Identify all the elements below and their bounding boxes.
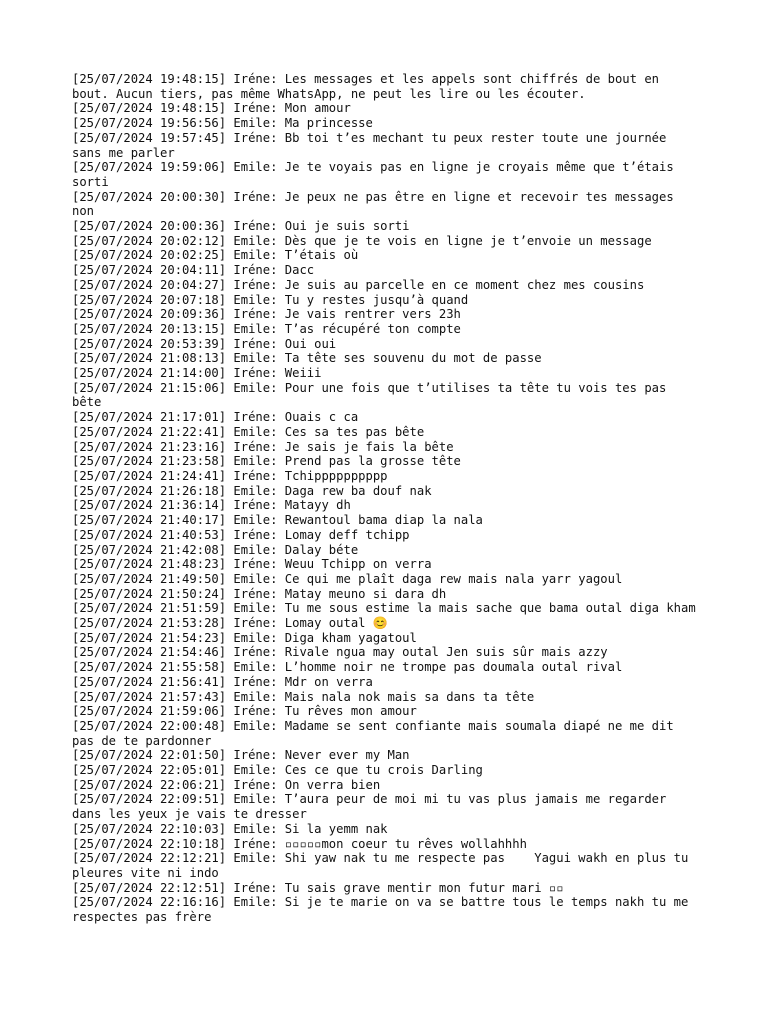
chat-message-line: [25/07/2024 21:40:17] Emile: Rewantoul bama diap la nala xyxy=(72,513,483,528)
chat-message-line: [25/07/2024 20:04:11] Iréne: Dacc xyxy=(72,263,315,278)
chat-message-line: [25/07/2024 20:07:18] Emile: Tu y restes jusqu’à quand xyxy=(72,292,469,307)
chat-message-line: [25/07/2024 20:00:30] Iréne: Je peux ne pas être en ligne et recevoir tes messages non xyxy=(72,189,682,219)
chat-message-line: [25/07/2024 22:12:51] Iréne: Tu sais grave mentir mon futur mari ▫▫ xyxy=(72,880,564,895)
chat-message-line: [25/07/2024 21:08:13] Emile: Ta tête ses souvenu du mot de passe xyxy=(72,351,542,366)
chat-message-line: [25/07/2024 21:15:06] Emile: Pour une fois que t’utilises ta tête tu vois tes pas bête xyxy=(72,380,674,410)
chat-message-line: [25/07/2024 20:04:27] Iréne: Je suis au parcelle en ce moment chez mes cousins xyxy=(72,277,645,292)
chat-message-line: [25/07/2024 20:02:25] Emile: T’étais où xyxy=(72,248,359,263)
chat-message-line: [25/07/2024 19:59:06] Emile: Je te voyais pas en ligne je croyais même que t’étais sorti xyxy=(72,160,682,189)
chat-message-line: [25/07/2024 22:16:16] Emile: Si je te marie on va se battre tous le temps nakh tu me respectes pas frère xyxy=(72,895,696,925)
chat-message-line: [25/07/2024 21:50:24] Iréne: Matay meuno si dara dh xyxy=(72,586,447,601)
chat-message-line: [25/07/2024 21:42:08] Emile: Dalay béte xyxy=(72,542,359,557)
chat-message-line: [25/07/2024 21:49:50] Emile: Ce qui me plaît daga rew mais nala yarr yagoul xyxy=(72,571,623,586)
chat-message-line: [25/07/2024 21:14:00] Iréne: Weiii xyxy=(72,366,322,381)
chat-message-line: [25/07/2024 20:53:39] Iréne: Oui oui xyxy=(72,336,337,351)
chat-message-line: [25/07/2024 20:13:15] Emile: T’as récupéré ton compte xyxy=(72,321,461,336)
chat-message-line: [25/07/2024 22:05:01] Emile: Ces ce que tu crois Darling xyxy=(72,763,483,778)
chat-message-line: [25/07/2024 21:22:41] Emile: Ces sa tes pas bête xyxy=(72,424,425,439)
chat-message-line: [25/07/2024 21:40:53] Iréne: Lomay deff tchipp xyxy=(72,527,410,542)
chat-message-line: [25/07/2024 21:24:41] Iréne: Tchipppppppppp xyxy=(72,468,388,483)
chat-message-line: [25/07/2024 21:26:18] Emile: Daga rew ba douf nak xyxy=(72,483,432,498)
chat-message-line: [25/07/2024 22:06:21] Iréne: On verra bien xyxy=(72,777,381,792)
chat-message-line: [25/07/2024 21:48:23] Iréne: Weuu Tchipp on verra xyxy=(72,557,432,572)
chat-message-line: [25/07/2024 21:23:58] Emile: Prend pas la grosse tête xyxy=(72,454,461,469)
chat-message-line: [25/07/2024 22:09:51] Emile: T’aura peur de moi mi tu vas plus jamais me regarder dans les yeux je vais te dresser xyxy=(72,792,674,822)
chat-message-line: [25/07/2024 19:56:56] Emile: Ma princesse xyxy=(72,116,373,131)
chat-message-line: [25/07/2024 20:02:12] Emile: Dès que je te vois en ligne je t’envoie un message xyxy=(72,233,652,248)
chat-message-line: [25/07/2024 21:55:58] Emile: L’homme noir ne trompe pas doumala outal rival xyxy=(72,660,623,675)
chat-message-line: [25/07/2024 21:51:59] Emile: Tu me sous estime la mais sache que bama outal diga kham xyxy=(72,601,696,616)
chat-message-line: [25/07/2024 21:56:41] Iréne: Mdr on verra xyxy=(72,674,373,689)
chat-message-line: [25/07/2024 22:01:50] Iréne: Never ever my Man xyxy=(72,748,410,763)
chat-message-line: [25/07/2024 19:48:15] Iréne: Les messages et les appels sont chiffrés de bout en bout. Aucun tiers, pas même WhatsApp, ne peut les lire ou les écouter. xyxy=(72,72,667,101)
chat-message-line: [25/07/2024 19:48:15] Iréne: Mon amour xyxy=(72,101,351,116)
chat-message-line: [25/07/2024 22:00:48] Emile: Madame se sent confiante mais soumala diapé ne me dit pas de te pardonner xyxy=(72,718,682,748)
chat-message-line: [25/07/2024 21:36:14] Iréne: Matayy dh xyxy=(72,498,351,513)
chat-message-line: [25/07/2024 22:12:21] Emile: Shi yaw nak tu me respecte pas Yagui wakh en plus tu pleures vite ni indo xyxy=(72,851,696,880)
chat-message-line: [25/07/2024 21:53:28] Iréne: Lomay outal 😊 xyxy=(72,616,389,631)
chat-message-line: [25/07/2024 20:09:36] Iréne: Je vais rentrer vers 23h xyxy=(72,307,461,322)
chat-message-line: [25/07/2024 20:00:36] Iréne: Oui je suis sorti xyxy=(72,219,410,234)
chat-message-line: [25/07/2024 21:54:46] Iréne: Rivale ngua may outal Jen suis sûr mais azzy xyxy=(72,645,608,660)
chat-message-line: [25/07/2024 19:57:45] Iréne: Bb toi t’es mechant tu peux rester toute une journée sans me parler xyxy=(72,130,674,160)
chat-message-line: [25/07/2024 21:59:06] Iréne: Tu rêves mon amour xyxy=(72,704,417,719)
chat-message-line: [25/07/2024 21:17:01] Iréne: Ouais c ca xyxy=(72,410,359,425)
chat-message-line: [25/07/2024 21:23:16] Iréne: Je sais je fais la bête xyxy=(72,439,454,454)
chat-message-line: [25/07/2024 21:57:43] Emile: Mais nala nok mais sa dans ta tête xyxy=(72,689,535,704)
chat-message-line: [25/07/2024 22:10:03] Emile: Si la yemm nak xyxy=(72,821,388,836)
chat-log xyxy=(72,72,696,925)
chat-message-line: [25/07/2024 21:54:23] Emile: Diga kham yagatoul xyxy=(72,630,417,645)
chat-message-line: [25/07/2024 22:10:18] Iréne: ▫▫▫▫▫mon coeur tu rêves wollahhhh xyxy=(72,836,527,851)
